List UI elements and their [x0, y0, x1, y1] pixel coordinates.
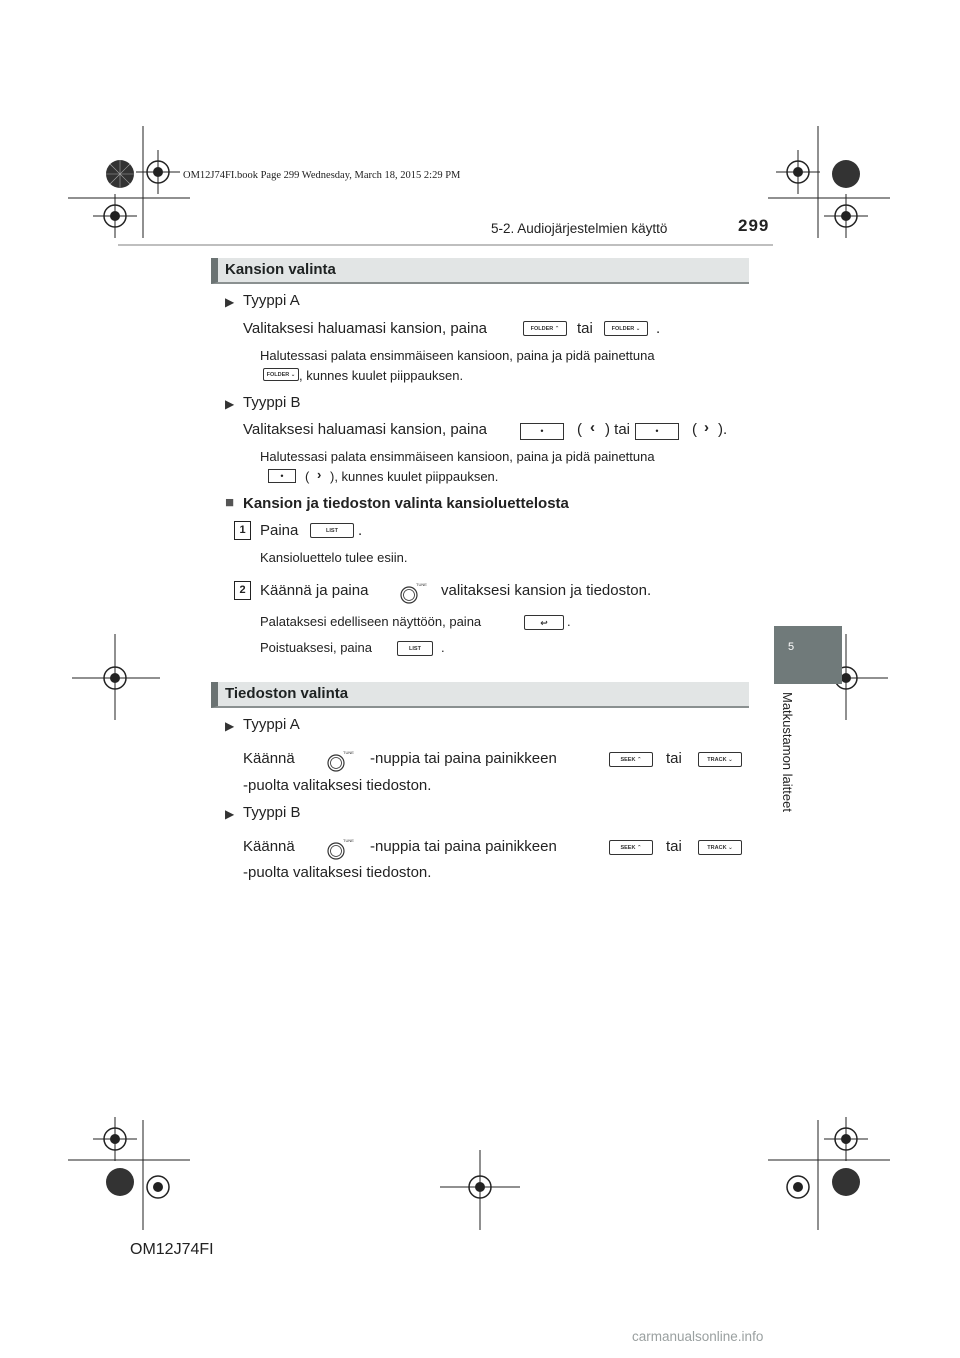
triangle-bullet-icon: ▶ [225, 807, 235, 821]
crosshair-mark-icon [776, 150, 820, 194]
paren-open: ( [577, 421, 582, 438]
watermark: carmanualsonline.info [632, 1329, 764, 1344]
crosshair-mark-icon [776, 1165, 820, 1209]
crosshair-mark-icon [458, 1165, 502, 1209]
step-1-note: Kansioluettelo tulee esiin. [260, 550, 408, 565]
chevron-right-icon: › [317, 467, 322, 482]
section-heading-kansion-valinta: Kansion valinta [211, 258, 749, 284]
period: . [358, 522, 363, 539]
chapter-tab [774, 626, 842, 684]
file-type-a-text-pre: Käännä [243, 750, 295, 767]
subheading-folder-list: Kansion ja tiedoston valinta kansioluettelosta [243, 495, 569, 512]
footer-manual-code: OM12J74FI [130, 1241, 214, 1258]
tune-knob-icon [325, 836, 354, 862]
crosshair-mark-icon [824, 194, 868, 238]
chevron-left-icon: ‹ [590, 419, 595, 436]
step-number: 1 [234, 521, 251, 540]
svg-text:TUNE: TUNE [343, 838, 354, 843]
preset-button-icon: • [635, 423, 679, 440]
type-b-note-line-2: ), kunnes kuulet piippauksen. [330, 469, 499, 484]
folder-up-button-icon: FOLDER ⌃ [523, 321, 567, 336]
radial-mark-icon [98, 1160, 142, 1204]
or-text: tai [577, 320, 593, 337]
track-button-icon: TRACK ⌄ [698, 840, 742, 855]
crosshair-mark-icon [824, 1117, 868, 1161]
square-bullet-icon: ■ [225, 494, 235, 511]
folder-down-button-icon: FOLDER ⌄ [263, 368, 299, 381]
svg-text:TUNE: TUNE [416, 582, 427, 587]
tune-knob-icon [398, 580, 427, 606]
triangle-bullet-icon: ▶ [225, 295, 235, 309]
list-button-icon: LIST [310, 523, 354, 538]
period: . [567, 614, 571, 629]
chapter-label: Matkustamon laitteet [780, 692, 795, 812]
type-a-label: Tyyppi A [243, 716, 300, 733]
file-type-a-text-mid: -nuppia tai paina painikkeen [370, 750, 557, 767]
type-b-note-line-1: Halutessasi palata ensimmäiseen kansioon, paina ja pidä painettuna [260, 449, 655, 464]
crosshair-mark-icon [93, 194, 137, 238]
crosshair-mark-icon [93, 656, 137, 700]
section-heading-tiedoston-valinta: Tiedoston valinta [211, 682, 749, 708]
seek-button-icon: SEEK ⌃ [609, 840, 653, 855]
header-rule [118, 244, 773, 246]
crosshair-mark-icon [136, 150, 180, 194]
type-a-note-line-1: Halutessasi palata ensimmäiseen kansioon, paina ja pidä painettuna [260, 348, 655, 363]
radial-mark-icon [824, 1160, 868, 1204]
step-2-note-back: Palataksesi edelliseen näyttöön, paina [260, 614, 482, 629]
radial-mark-icon [98, 152, 142, 196]
paren-close-or: ) tai [605, 421, 631, 438]
list-button-icon: LIST [397, 641, 433, 656]
step-2-text-post: valitaksesi kansion ja tiedoston. [441, 582, 652, 599]
step-2-text-pre: Käännä ja paina [260, 582, 369, 599]
crop-label: OM12J74FI.book Page 299 Wednesday, March 18, 2015 2:29 PM [183, 170, 461, 181]
step-number: 2 [234, 581, 251, 600]
paren-open: ( [692, 421, 697, 438]
step-2-note-exit: Poistuaksesi, paina [260, 640, 373, 655]
file-type-a-text-line-2: -puolta valitaksesi tiedoston. [243, 777, 432, 794]
crosshair-mark-icon [136, 1165, 180, 1209]
paren-open: ( [305, 469, 310, 484]
type-a-label: Tyyppi A [243, 292, 300, 309]
back-button-icon: ↩ [524, 615, 564, 630]
or-text: tai [666, 750, 682, 767]
seek-button-icon: SEEK ⌃ [609, 752, 653, 767]
type-b-label: Tyyppi B [243, 394, 301, 411]
triangle-bullet-icon: ▶ [225, 397, 235, 411]
period: . [441, 640, 445, 655]
page-number: 299 [738, 216, 770, 235]
type-b-instruction: Valitaksesi haluamasi kansion, paina [243, 421, 488, 438]
file-type-b-text-pre: Käännä [243, 838, 295, 855]
track-button-icon: TRACK ⌄ [698, 752, 742, 767]
preset-button-icon: • [268, 469, 296, 483]
type-b-label: Tyyppi B [243, 804, 301, 821]
type-a-instruction: Valitaksesi haluamasi kansion, paina [243, 320, 488, 337]
radial-mark-icon [824, 152, 868, 196]
file-type-b-text-mid: -nuppia tai paina painikkeen [370, 838, 557, 855]
type-a-note-line-2: , kunnes kuulet piippauksen. [299, 368, 464, 383]
chevron-right-icon: › [704, 419, 709, 436]
paren-close: ). [718, 421, 728, 438]
or-text: tai [666, 838, 682, 855]
folder-down-button-icon: FOLDER ⌄ [604, 321, 648, 336]
file-type-b-text-line-2: -puolta valitaksesi tiedoston. [243, 864, 432, 881]
crosshair-mark-icon [93, 1117, 137, 1161]
header-section-title: 5-2. Audiojärjestelmien käyttö [491, 221, 668, 236]
step-1-text: Paina [260, 522, 299, 539]
preset-button-icon: • [520, 423, 564, 440]
triangle-bullet-icon: ▶ [225, 719, 235, 733]
tune-knob-icon [325, 748, 354, 774]
svg-text:TUNE: TUNE [343, 750, 354, 755]
chapter-number: 5 [788, 641, 795, 653]
period: . [656, 320, 661, 337]
